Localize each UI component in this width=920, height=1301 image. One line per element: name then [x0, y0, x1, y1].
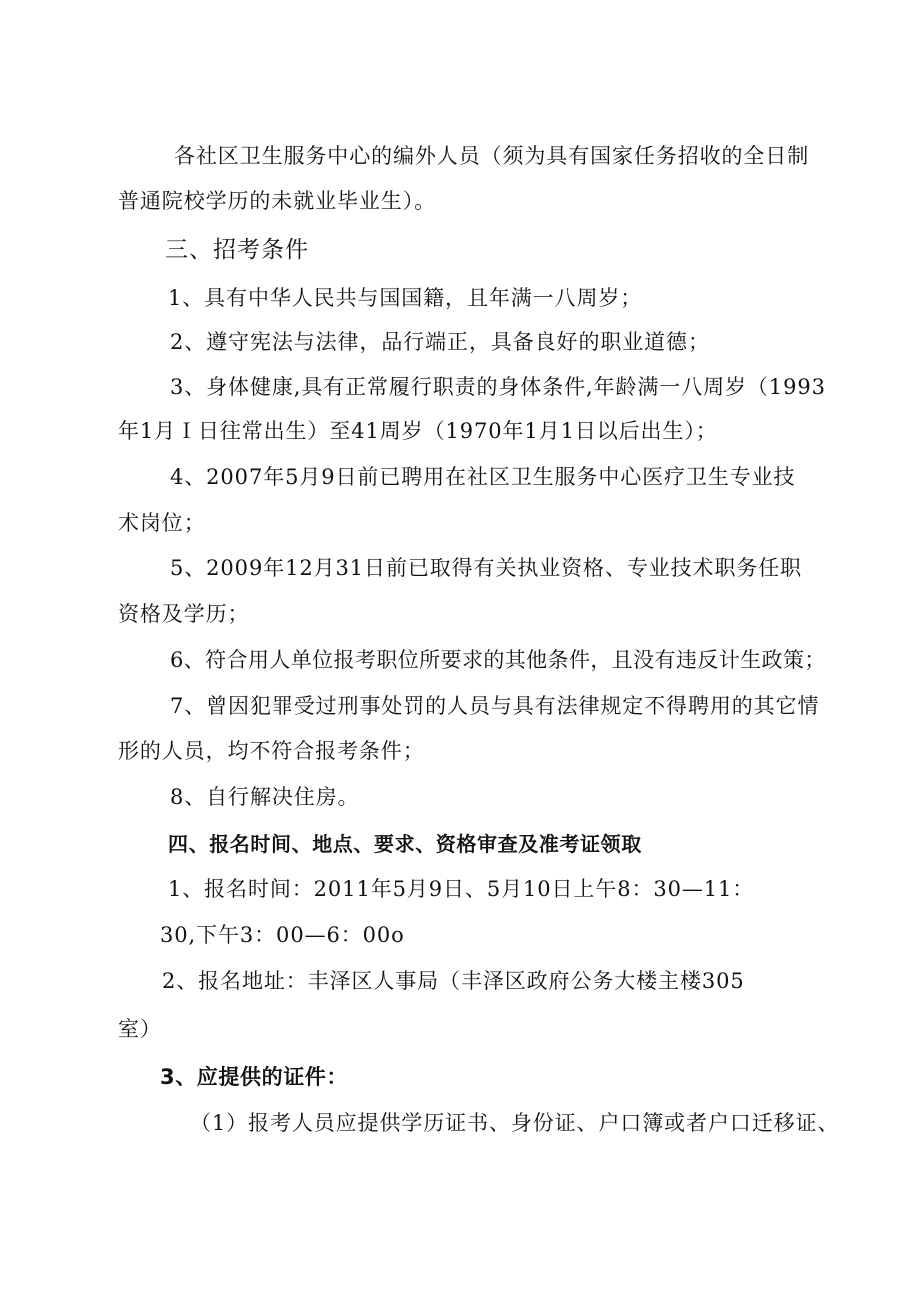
text-line-16: 30,下午3：00—6：00o: [160, 923, 405, 947]
text-line-1: 各社区卫生服务中心的编外人员（须为具有国家任务招收的全日制: [174, 144, 810, 168]
text-line-19: （1）报考人员应提供学历证书、身份证、户口簿或者户口迁移证、: [190, 1111, 840, 1135]
text-line-18: 室）: [118, 1017, 162, 1041]
text-line-5: 3、身体健康,具有正常履行职责的身体条件,年龄满一八周岁（1993: [170, 375, 826, 399]
item-heading-3: 3、应提供的证件：: [160, 1065, 349, 1089]
text-line-12: 7、曾因犯罪受过刑事处罚的人员与具有法律规定不得聘用的其它情: [170, 694, 820, 718]
text-line-8: 术岗位；: [118, 511, 206, 535]
text-line-11: 6、符合用人单位报考职位所要求的其他条件，且没有违反计生政策；: [170, 648, 826, 672]
text-line-10: 资格及学历；: [118, 602, 250, 626]
text-line-2: 普通院校学历的未就业毕业生）。: [118, 189, 436, 213]
text-line-7: 4、2007年5月9日前已聘用在社区卫生服务中心医疗卫生专业技: [170, 465, 796, 489]
text-line-9: 5、2009年12月31日前已取得有关执业资格、专业技术职务任职: [170, 556, 803, 580]
text-line-3: 1、具有中华人民共与国国籍，且年满一八周岁；: [168, 286, 643, 310]
text-line-4: 2、遵守宪法与法律，品行端正，具备良好的职业道德；: [170, 330, 710, 354]
text-line-14: 8、自行解决住房。: [170, 785, 360, 809]
section-heading-4: 四、报名时间、地点、要求、资格审查及准考证领取: [168, 832, 642, 856]
text-line-13: 形的人员，均不符合报考条件；: [118, 739, 425, 763]
text-line-6: 年1月Ｉ日往常出生）至41周岁（1970年1月1日以后出生）；: [118, 419, 718, 443]
text-line-17: 2、报名地址：丰泽区人事局（丰泽区政府公务大楼主楼305: [162, 969, 745, 993]
section-heading-3: 三、招考条件: [165, 237, 309, 263]
text-line-15: 1、报名时间：2011年5月9日、5月10日上午8：30—11：: [168, 877, 755, 901]
